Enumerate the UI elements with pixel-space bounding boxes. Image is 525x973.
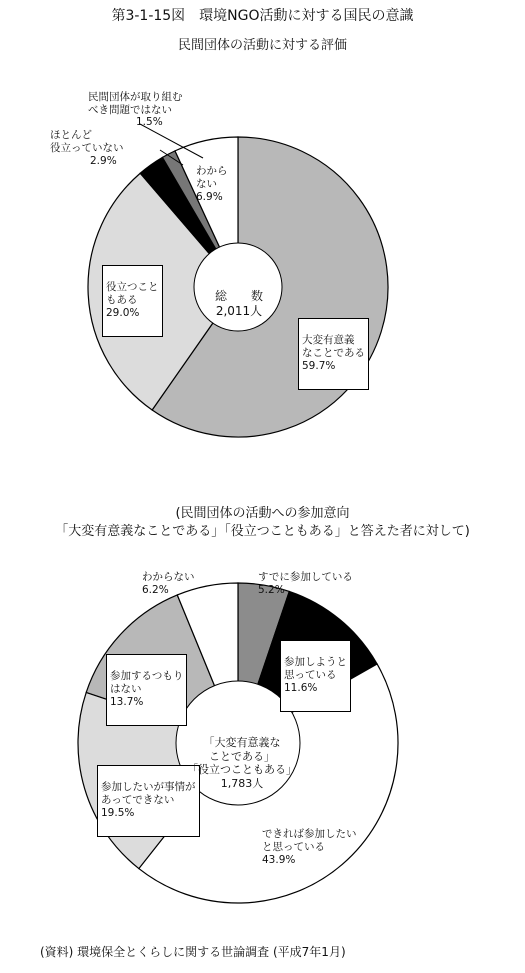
pie1-label-hardly-useful: ほとんど 役立っていない 2.9%	[50, 129, 124, 168]
pie2-label-would-like-to: できれば参加したい と思っている 43.9%	[262, 828, 357, 867]
pie2-label-no-intention: 参加するつもり はない 13.7%	[106, 654, 187, 726]
pie1-label-sometimes-useful: 役立つこと もある 29.0%	[102, 265, 163, 337]
pie1-value-not-ngo-problem: 1.5%	[136, 116, 163, 128]
chart2-title-line2: 「大変有意義なことである」「役立つこともある」と答えた者に対して)	[55, 524, 470, 539]
figure-title: 第3-1-15図 環境NGO活動に対する国民の意識	[111, 8, 414, 24]
pie2-label-plan-to-participate: 参加しようと 思っている 11.6%	[280, 640, 351, 712]
pie2-label-dont-know: わからない 6.2%	[142, 571, 195, 597]
source-note: (資料) 環境保全とくらしに関する世論調査 (平成7年1月)	[40, 945, 346, 959]
pie2-label-already-participating: すでに参加している 5.2%	[258, 571, 353, 597]
chart1-title: 民間団体の活動に対する評価	[177, 38, 347, 53]
pie1-center-label: 総 数 2,011人	[214, 289, 263, 318]
pie1-label-dont-know: わから ない 6.9%	[196, 165, 228, 204]
pie2-label-cannot-due-circumstances: 参加したいが事情が あってできない 19.5%	[97, 765, 200, 837]
pie1-label-not-ngo-problem: 民間団体が取り組む べき問題ではない	[88, 91, 183, 117]
pie2-center-label: 「大変有意義な ことである」 「役立つこともある」 1,783人	[187, 735, 297, 790]
pie1-label-very-meaningful: 大変有意義 なことである 59.7%	[298, 318, 369, 390]
chart2-title-line1: (民間団体の活動への参加意向	[175, 506, 350, 521]
